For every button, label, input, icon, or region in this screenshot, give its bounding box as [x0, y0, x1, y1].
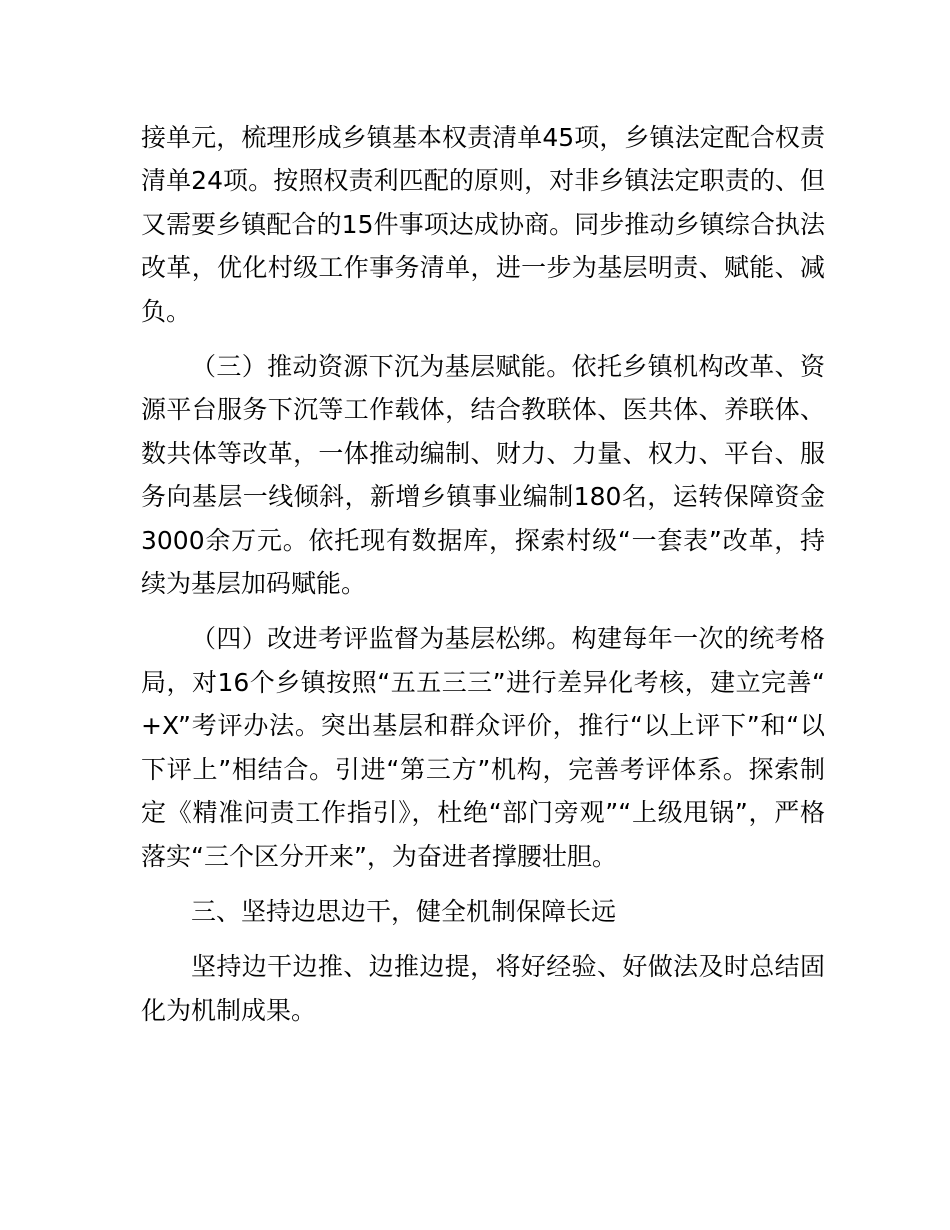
paragraph-continued-clearance-list: 接单元，梳理形成乡镇基本权责清单45项，乡镇法定配合权责清单24项。按照权责利匹配的原则，对非乡镇法定职责的、但又需要乡镇配合的15件事项达成协商。同步推动乡镇综合执法改革，优化村级工作事务清单，进一步为基层明责、赋能、减负。	[141, 123, 825, 326]
paragraph-evaluation-supervision: （四）改进考评监督为基层松绑。构建每年一次的统考格局，对16个乡镇按照“五五三三”进行差异化考核，建立完善“+X”考评办法。突出基层和群众评价，推行“以上评下”和“以下评上”相结合。引进“第三方”机构，完善考评体系。探索制定《精准问责工作指引》，杜绝“部门旁观”“上级甩锅”，严格落实“三个区分开来”，为奋进者撑腰壮胆。	[141, 624, 825, 871]
document-body	[141, 116, 825, 1044]
section-heading-three: 三、坚持边思边干，健全机制保障长远	[191, 896, 617, 926]
paragraph-resource-sinking: （三）推动资源下沉为基层赋能。依托乡镇机构改革、资源平台服务下沉等工作载体，结合教联体、医共体、养联体、数共体等改革，一体推动编制、财力、力量、权力、平台、服务向基层一线倾斜，新增乡镇事业编制180名，运转保障资金3000余万元。依托现有数据库，探索村级“一套表”改革，持续为基层加码赋能。	[141, 352, 825, 599]
paragraph-mechanism-results: 坚持边干边推、边推边提，将好经验、好做法及时总结固化为机制成果。	[141, 952, 825, 1025]
